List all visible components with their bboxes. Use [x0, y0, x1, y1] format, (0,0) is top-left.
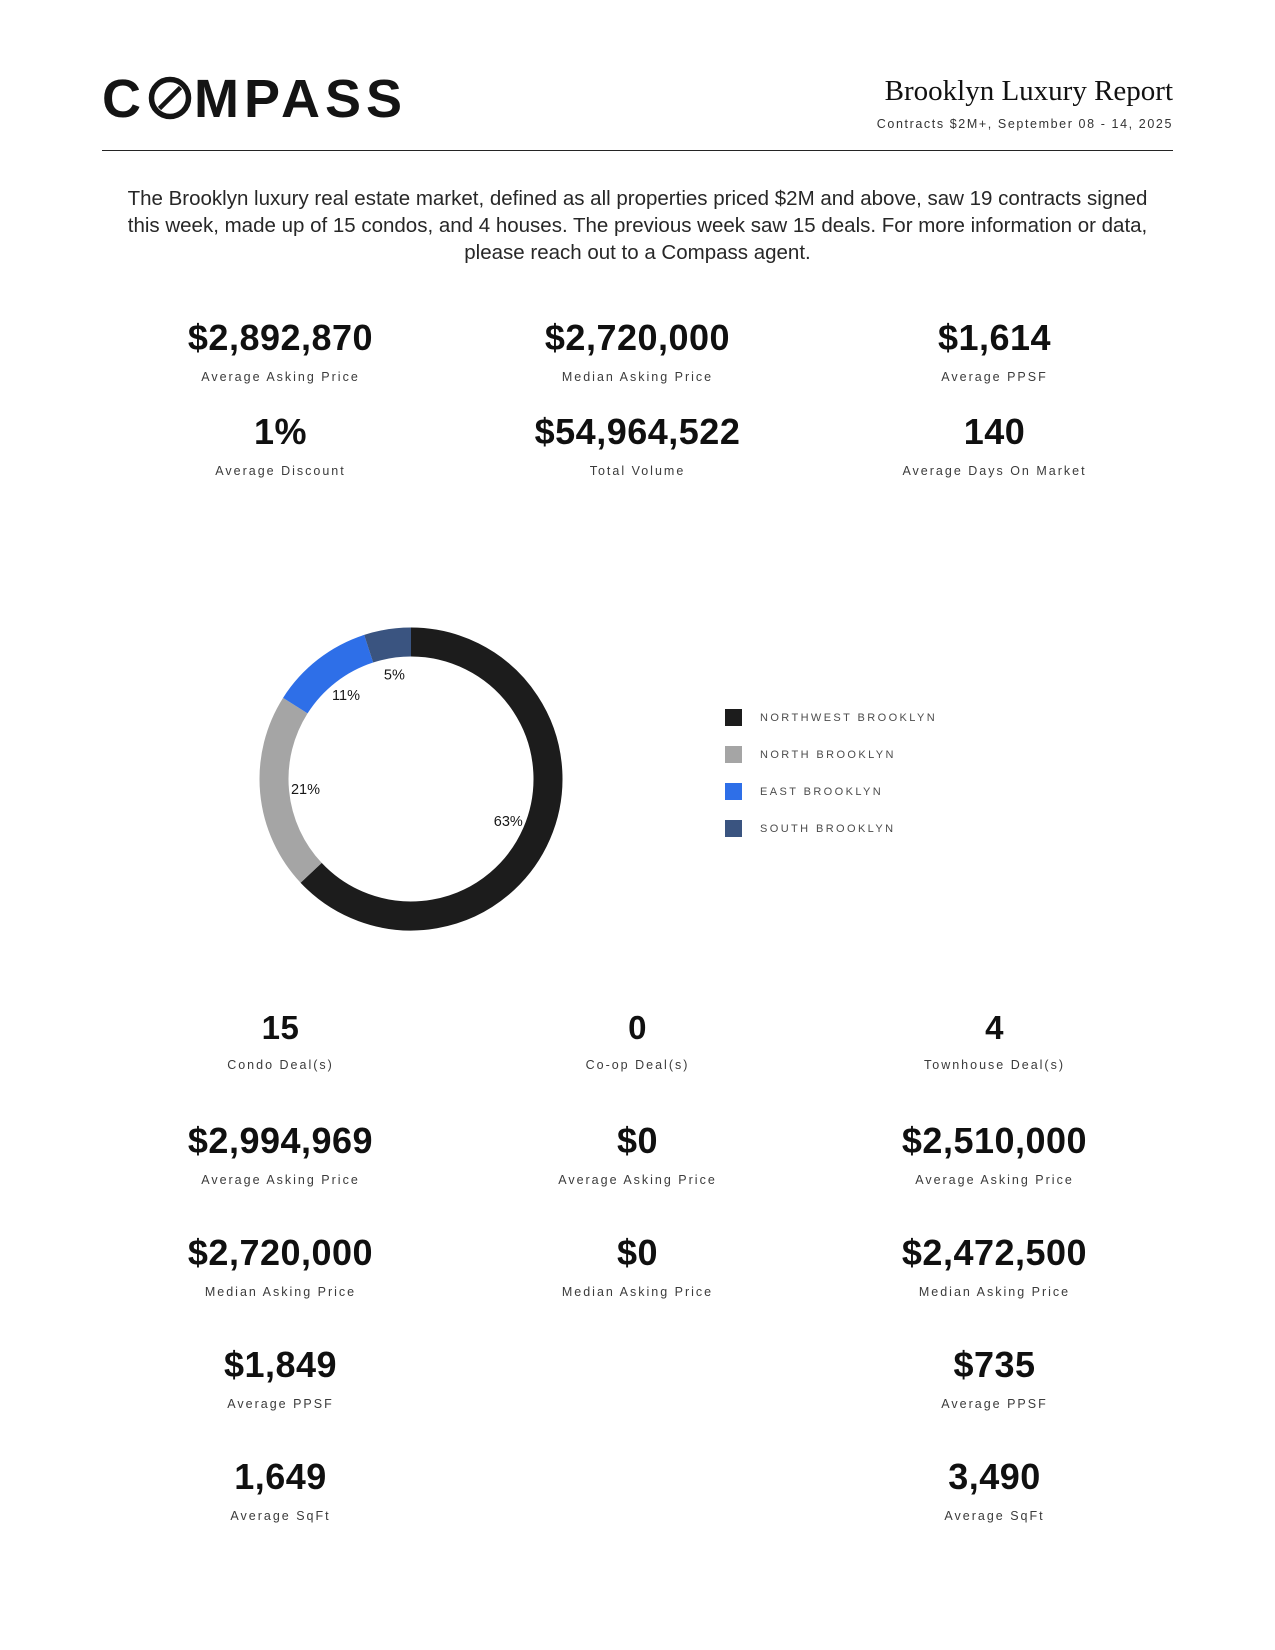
stat-label: Co-op Deal(s)	[585, 1058, 690, 1073]
legend-item-northwest-brooklyn	[725, 709, 937, 726]
stat-condo-avg-ppsf	[102, 1344, 459, 1459]
stat-label: Average Asking Price	[558, 1173, 717, 1188]
stat-label: Condo Deal(s)	[227, 1058, 334, 1073]
stat-townhouse-avg-asking-price	[816, 1120, 1173, 1235]
stat-label: Average PPSF	[941, 1397, 1048, 1412]
stat-value: $0	[616, 1232, 659, 1274]
report-header	[102, 69, 1173, 131]
stat-condo-deals	[102, 1011, 459, 1123]
stat-condo-avg-asking-price	[102, 1120, 459, 1235]
stat-value: $2,994,969	[187, 1120, 374, 1162]
stat-value: 140	[963, 410, 1026, 452]
stat-empty-cell	[459, 1459, 816, 1571]
compass-logo	[102, 69, 408, 129]
stat-label: Median Asking Price	[918, 1285, 1071, 1300]
stat-label: Average PPSF	[941, 370, 1048, 385]
donut-chart	[259, 627, 563, 931]
page-title: Brooklyn Luxury Report	[884, 75, 1173, 107]
donut-segment-label: 63%	[493, 814, 523, 831]
stat-label: Median Asking Price	[204, 1285, 357, 1300]
logo-letters-rest: MPASS	[194, 69, 408, 129]
donut-segment	[369, 642, 411, 649]
title-block	[877, 72, 1173, 131]
stat-empty-cell	[459, 1347, 816, 1459]
stat-value: 15	[261, 1009, 300, 1047]
logo-letter-c: C	[102, 69, 146, 129]
stat-label: Median Asking Price	[561, 370, 714, 385]
stat-condo-median-asking-price	[102, 1232, 459, 1347]
stat-label: Average Days On Market	[902, 463, 1087, 478]
stat-townhouse-avg-sqft	[816, 1456, 1173, 1571]
stat-townhouse-avg-ppsf	[816, 1344, 1173, 1459]
header-divider	[102, 150, 1173, 151]
stat-label: Average SqFt	[944, 1509, 1045, 1524]
intro-paragraph: The Brooklyn luxury real estate market, defined as all properties priced $2M and above, saw 19 contracts signed this week, made up of 15 condos, and 4 houses. The previous week saw 15 deals. For more information or data, please reach out to a Compass agent.	[127, 187, 1148, 265]
stat-value: 3,490	[948, 1456, 1041, 1498]
donut-segment-label: 5%	[383, 667, 405, 684]
legend-swatch-icon	[725, 783, 742, 800]
chart-legend	[725, 709, 937, 837]
legend-swatch-icon	[725, 709, 742, 726]
stat-value: $2,472,500	[901, 1232, 1088, 1274]
stat-label: Median Asking Price	[561, 1285, 714, 1300]
stat-value: $2,892,870	[187, 317, 374, 359]
stat-value: 1%	[253, 410, 308, 452]
stat-value: $735	[953, 1344, 1036, 1386]
stat-townhouse-median-asking-price	[816, 1232, 1173, 1347]
page-subtitle: Contracts $2M+, September 08 - 14, 2025	[876, 116, 1173, 131]
region-share-chart-section	[102, 627, 1173, 931]
stat-value: $2,720,000	[187, 1232, 374, 1274]
stat-avg-asking-price	[102, 317, 459, 385]
legend-label: NORTHWEST BROOKLYN	[760, 711, 938, 724]
stat-coop-median-asking-price	[459, 1232, 816, 1347]
stat-median-asking-price	[459, 317, 816, 385]
stat-value: $2,720,000	[544, 317, 731, 359]
stat-value: $2,510,000	[901, 1120, 1088, 1162]
donut-segment-label: 11%	[332, 688, 361, 705]
stat-townhouse-deals	[816, 1011, 1173, 1123]
legend-item-south-brooklyn	[725, 820, 937, 837]
legend-label: NORTH BROOKLYN	[760, 748, 896, 761]
stat-label: Average SqFt	[230, 1509, 331, 1524]
stat-coop-deals	[459, 1011, 816, 1123]
donut-segment	[311, 642, 548, 916]
stat-avg-discount	[102, 410, 459, 478]
stat-value: 4	[985, 1009, 1004, 1047]
stat-value: $1,849	[223, 1344, 338, 1386]
legend-item-north-brooklyn	[725, 746, 937, 763]
legend-label: SOUTH BROOKLYN	[760, 822, 896, 835]
legend-swatch-icon	[725, 746, 742, 763]
stat-avg-ppsf	[816, 317, 1173, 385]
stat-value: 1,649	[234, 1456, 327, 1498]
stat-value: 0	[628, 1009, 647, 1047]
stat-label: Average Discount	[215, 463, 346, 478]
compass-o-needle-icon	[147, 72, 193, 126]
stat-label: Average PPSF	[227, 1397, 334, 1412]
stat-label: Average Asking Price	[201, 1173, 360, 1188]
donut-chart-svg	[259, 627, 563, 931]
stat-value: $1,614	[937, 317, 1052, 359]
legend-item-east-brooklyn	[725, 783, 937, 800]
stat-label: Townhouse Deal(s)	[924, 1058, 1065, 1073]
donut-segment-label: 21%	[290, 782, 320, 799]
stat-coop-avg-asking-price	[459, 1120, 816, 1235]
legend-swatch-icon	[725, 820, 742, 837]
stat-value: $0	[616, 1120, 659, 1162]
stat-avg-days-on-market	[816, 410, 1173, 478]
property-type-stats-grid	[102, 1011, 1173, 1571]
stat-label: Average Asking Price	[201, 370, 360, 385]
stat-value: $54,964,522	[534, 410, 741, 452]
summary-stats-grid	[102, 317, 1173, 478]
legend-label: EAST BROOKLYN	[760, 785, 884, 798]
stat-label: Total Volume	[589, 463, 686, 478]
stat-total-volume	[459, 410, 816, 478]
stat-condo-avg-sqft	[102, 1456, 459, 1571]
stat-label: Average Asking Price	[915, 1173, 1074, 1188]
